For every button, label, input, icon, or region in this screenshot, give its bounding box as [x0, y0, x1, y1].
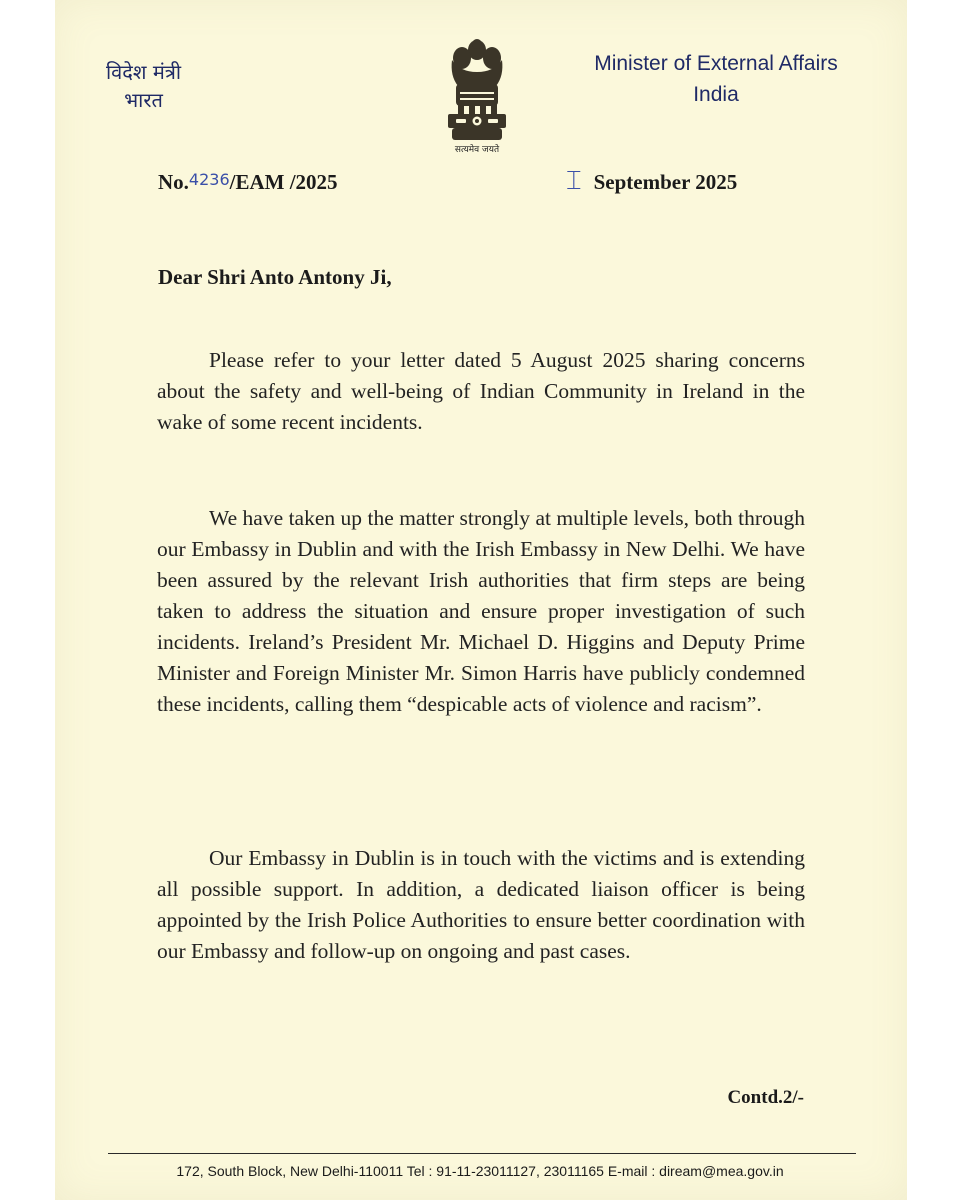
- handwritten-day: ⌶: [566, 166, 582, 196]
- continuation-note: Contd.2/-: [727, 1087, 804, 1108]
- lion-capital-icon: [442, 36, 512, 142]
- body-paragraph-3: Our Embassy in Dublin is in touch with the victims and is extending all possible support. In addition, a dedicated liaison officer is being appointed by the Irish Police Authorities to ensure better coordination with our Embassy and follow-up on ongoing and past cases.: [157, 846, 805, 963]
- hindi-country: भारत: [124, 88, 163, 112]
- handwritten-reference-number: 4236: [188, 170, 230, 189]
- office-country: India: [693, 83, 739, 106]
- footer-divider: [108, 1153, 856, 1154]
- hindi-title: विदेश मंत्री: [106, 60, 182, 84]
- footer-address: 172, South Block, New Delhi-110011 Tel : 91-11-23011127, 23011165 E-mail : diream@mea.gov.in: [176, 1163, 784, 1179]
- hindi-letterhead: [106, 58, 181, 114]
- reference-prefix: No.: [158, 170, 189, 194]
- english-letterhead: [576, 48, 856, 110]
- reference-suffix: /EAM /2025: [229, 170, 338, 194]
- date-text: September 2025: [593, 170, 738, 194]
- national-emblem: [436, 36, 518, 166]
- salutation: Dear Shri Anto Antony Ji,: [158, 265, 392, 289]
- emblem-motto: सत्यमेव जयते: [454, 145, 500, 155]
- office-title: Minister of External Affairs: [594, 52, 838, 75]
- body-paragraph-1: Please refer to your letter dated 5 August 2025 sharing concerns about the safety and well-being of Indian Community in Ireland in the wake of some recent incidents.: [157, 348, 805, 434]
- letter-date: [566, 166, 737, 197]
- reference-number: [158, 170, 338, 195]
- body-paragraph-2: We have taken up the matter strongly at multiple levels, both through our Embassy in Dublin and with the Irish Embassy in New Delhi. We have been assured by the relevant Irish authorities that firm steps are being taken to address the situation and ensure proper investigation of such incidents. Ireland’s President Mr. Michael D. Higgins and Deputy Prime Minister and Foreign Minister Mr. Simon Harris have publicly condemned these incidents, calling them “despicable acts of violence and racism”.: [157, 506, 805, 716]
